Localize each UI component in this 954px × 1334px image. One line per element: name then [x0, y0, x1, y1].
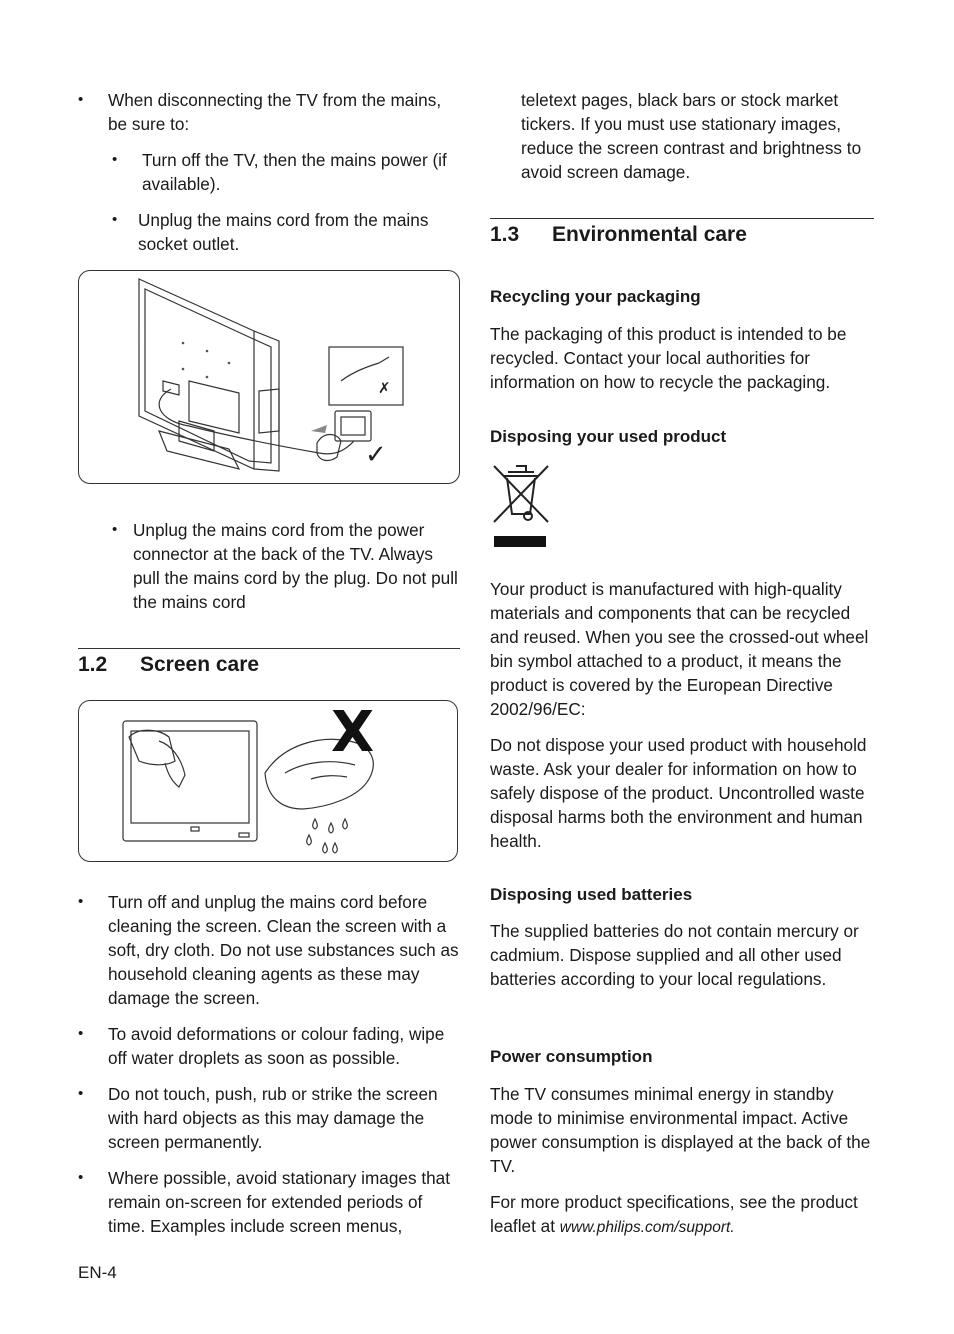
bullet-dot: •: [78, 893, 84, 910]
bullet-text: Turn off and unplug the mains cord before cleaning the screen. Clean the screen with a soft, dry cloth. Do not use substances such as household cleaning agents as these may damage the screen.: [108, 892, 459, 1008]
section-1-2-rule: [78, 648, 460, 649]
wheelie-bin-icon: [490, 460, 552, 550]
screen-cleaning-drawing: [79, 701, 457, 861]
disconnect-sub-2: Unplug the mains cord from the mains socket outlet.: [138, 210, 429, 254]
x-mark-icon: ✗: [378, 379, 391, 397]
disconnect-sub-1: Turn off the TV, then the mains power (if available).: [142, 150, 447, 194]
bullet-dot: •: [112, 151, 118, 168]
bullet-dot: •: [78, 1025, 84, 1042]
specs-text: [490, 1190, 874, 1240]
arrow-icon: [311, 425, 327, 433]
page-number: EN-4: [78, 1263, 117, 1282]
bullet-dot: •: [78, 1085, 84, 1102]
continued-paragraph: teletext pages, black bars or stock market tickers. If you must use stationary images, reduce the screen contrast and brightness to avoid screen damage.: [521, 90, 862, 182]
disposing-heading: Disposing your used product: [490, 427, 727, 446]
bullet-text: To avoid deformations or colour fading, wipe off water droplets as soon as possible.: [108, 1024, 445, 1068]
disposing-text-2: Do not dispose your used product with household waste. Ask your dealer for information on how to safely dispose of the product. Uncontrolled waste disposal harms both the environment and human health.: [490, 735, 867, 851]
batteries-text: The supplied batteries do not contain mercury or cadmium. Dispose supplied and all other used batteries according to your local regulations.: [490, 921, 859, 989]
check-mark-icon: ✓: [365, 440, 387, 470]
disposing-text-1: Your product is manufactured with high-quality materials and components that can be recycled and reused. When you see the crossed-out wheel bin symbol attached to a product, it means the product is covered by the European Directive 2002/96/EC:: [490, 579, 869, 719]
section-1-2-heading: [78, 652, 460, 680]
section-number: 1.3: [490, 223, 520, 246]
recycling-text: The packaging of this product is intended to be recycled. Contact your local authorities for information on how to recycle the packaging.: [490, 324, 847, 392]
bullet-dot: •: [78, 1169, 84, 1186]
x-mark-icon: X: [331, 701, 375, 765]
bullet-dot: •: [78, 91, 84, 108]
support-link[interactable]: www.philips.com/support.: [559, 1219, 735, 1236]
specs-lead: For more product specifications, see the product leaflet at: [490, 1192, 858, 1236]
disconnect-intro: When disconnecting the TV from the mains, be sure to:: [108, 90, 442, 134]
unplug-illustration: [78, 270, 460, 484]
section-number: 1.2: [78, 653, 108, 676]
tv-back-unplug-drawing: [79, 271, 459, 483]
bullet-text: Do not touch, push, rub or strike the screen with hard objects as this may damage the screen permanently.: [108, 1084, 438, 1152]
section-title: Environmental care: [552, 223, 747, 246]
section-1-3-rule: [490, 218, 874, 219]
section-title: Screen care: [140, 653, 260, 676]
bullet-text: Where possible, avoid stationary images that remain on-screen for extended periods of time. Examples include screen menus,: [108, 1168, 451, 1236]
batteries-heading: Disposing used batteries: [490, 885, 693, 904]
screen-care-illustration: [78, 700, 458, 862]
power-text: The TV consumes minimal energy in standby mode to minimise environmental impact. Active power consumption is displayed at the back of the TV.: [490, 1084, 871, 1176]
bullet-dot: •: [112, 521, 118, 538]
power-heading: Power consumption: [490, 1047, 653, 1066]
bullet-dot: •: [112, 211, 118, 228]
section-1-3-heading: [490, 222, 874, 250]
recycling-heading: Recycling your packaging: [490, 287, 701, 306]
unplug-sub-text: Unplug the mains cord from the power connector at the back of the TV. Always pull the mains cord by the plug. Do not pull the mains cord: [133, 520, 458, 612]
